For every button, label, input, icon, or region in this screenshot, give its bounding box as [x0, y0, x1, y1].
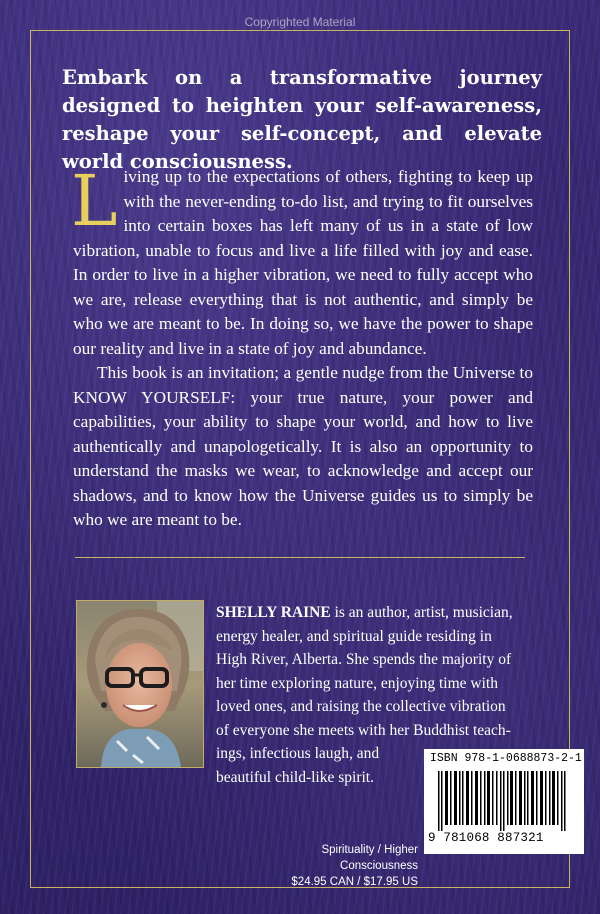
- barcode-digits: 9 781068 887321: [428, 831, 544, 845]
- bio-line-6: of everyone she meets with her Buddhist teach-: [216, 721, 511, 739]
- section-divider: [75, 557, 525, 558]
- isbn-barcode: [424, 749, 584, 854]
- book-category: Spirituality / Higher Consciousness: [321, 844, 418, 872]
- drop-cap: L: [71, 160, 118, 242]
- book-price: $24.95 CAN / $17.95 US: [291, 876, 418, 888]
- bio-line-7: ings, infectious laugh, and: [216, 745, 380, 762]
- isbn-label: ISBN 978-1-0688873-2-1: [430, 752, 582, 765]
- bio-line-2: energy healer, and spiritual guide residing in: [216, 627, 492, 645]
- bio-line-4: her time exploring nature, enjoying time with: [216, 674, 498, 692]
- description-paragraph-1: [71, 160, 533, 361]
- tagline: Embark on a transformative journey designed to heighten your self-awareness, reshape your self-concept, and elevate world consciousness.: [62, 66, 542, 173]
- bio-line-5: loved ones, and raising the collective vibration: [216, 698, 506, 715]
- author-photo: [76, 600, 204, 768]
- barcode-bars: [430, 771, 578, 831]
- author-name: SHELLY RAINE: [216, 604, 331, 621]
- bio-line-8: beautiful child-like spirit.: [216, 768, 374, 786]
- description-paragraph-2: This book is an invitation; a gentle nudge from the Universe to KNOW YOURSELF: your true nature, your power and capabilities, your ability to shape your world, and how to live authentically and unapologetically. It is also an opportunity to understand the masks we wear, to acknowledge and accept our shadows, and to know how the Universe guides us to simply be who we are meant to be.: [73, 363, 533, 529]
- bio-line-1: SHELLY RAINE is an author, artist, musician,: [216, 604, 513, 621]
- bio-line-3: High River, Alberta. She spends the majority of: [216, 651, 512, 668]
- paragraph-1-text: iving up to the expectations of others, fighting to keep up with the never-ending to-do list, and trying to fit ourselves into certain boxes has left many of us in a state of low vibration, unable to focus and live a life filled with joy and ease. In order to live in a higher vibration, we need to fully accept who we are, release everything that is not authentic, and simply be who we are meant to be. In doing so, we have the power to shape our reality and live in a state of joy and abundance.: [73, 167, 533, 358]
- book-description: [71, 160, 533, 533]
- category-and-price: [250, 842, 418, 890]
- copyright-watermark: Copyrighted Material: [244, 15, 356, 29]
- author-portrait-image: [77, 601, 203, 767]
